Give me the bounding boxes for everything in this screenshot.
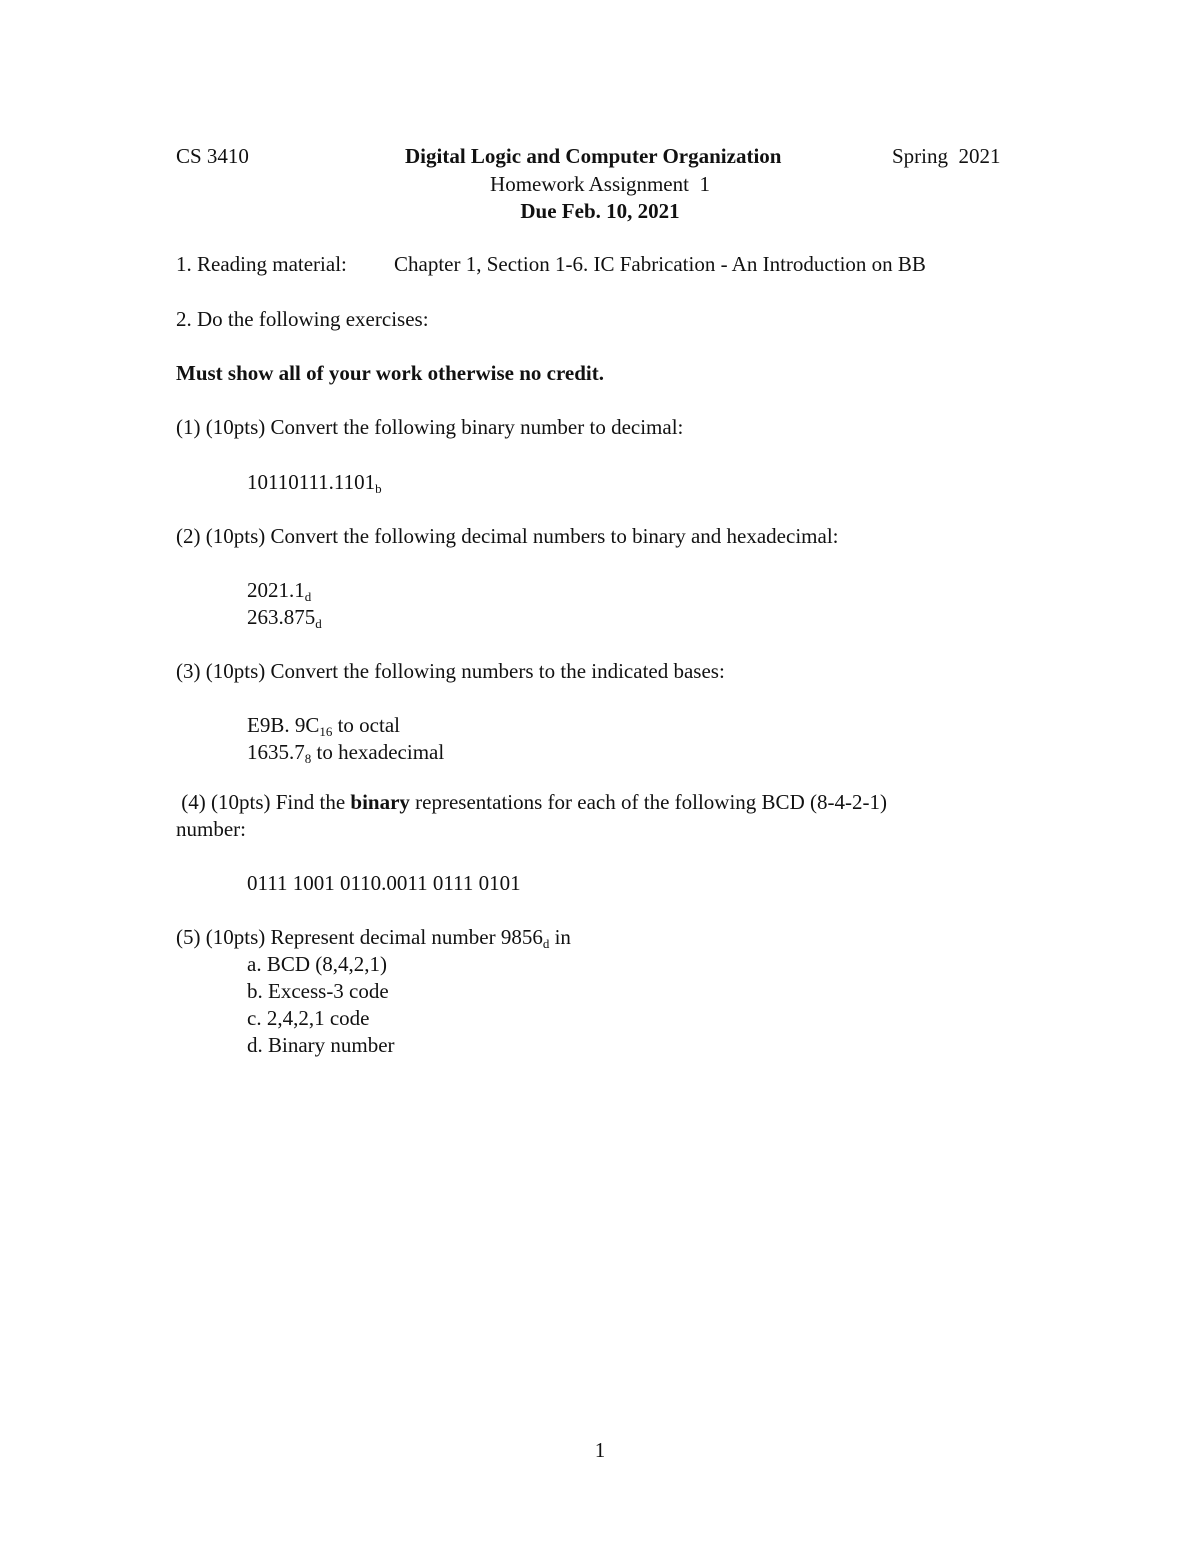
question-4-prompt: (4) (10pts) Find the binary representations for each of the following BCD (8-4-2-1) — [176, 790, 887, 814]
semester: Spring 2021 — [892, 144, 1001, 168]
page-number: 1 — [594, 1438, 606, 1462]
question-4-prompt-line-2: number: — [176, 817, 246, 841]
question-5-option-a: a. BCD (8,4,2,1) — [247, 952, 387, 976]
question-5-option-c: c. 2,4,2,1 code — [247, 1006, 370, 1030]
question-1-value: $10110111.1101_b$ — [247, 470, 382, 496]
question-3-value-1: E9B. $9C_{16}$ to octal — [247, 713, 400, 739]
question-5-option-b: b. Excess-3 code — [247, 979, 389, 1003]
exercises-intro: 2. Do the following exercises: — [176, 307, 429, 331]
question-4-value: 0111 1001 0110.0011 0111 0101 — [247, 871, 521, 895]
assignment-title: Homework Assignment 1 — [490, 172, 710, 196]
due-date: Due Feb. 10, 2021 — [520, 199, 680, 223]
question-5-option-d: d. Binary number — [247, 1033, 395, 1057]
question-3-prompt: (3) (10pts) Convert the following numbers to the indicated bases: — [176, 659, 725, 683]
question-2-prompt: (2) (10pts) Convert the following decimal numbers to binary and hexadecimal: — [176, 524, 839, 548]
question-2-value-2: $263.875_d$ — [247, 605, 322, 631]
question-2-value-1: $2021.1_d$ — [247, 578, 312, 604]
credit-notice: Must show all of your work otherwise no credit. — [176, 361, 604, 385]
question-5-prompt: (5) (10pts) Represent decimal number $9856_d$ in — [176, 925, 571, 951]
course-code: CS 3410 — [176, 144, 249, 168]
question-1-prompt: (1) (10pts) Convert the following binary number to decimal: — [176, 415, 684, 439]
question-3-value-2: $1635.7_8$ to hexadecimal — [247, 740, 445, 766]
reading-material: Chapter 1, Section 1-6. IC Fabrication - An Introduction on BB — [394, 252, 926, 276]
reading-label: 1. Reading material: — [176, 252, 347, 276]
course-title: Digital Logic and Computer Organization — [405, 144, 782, 168]
